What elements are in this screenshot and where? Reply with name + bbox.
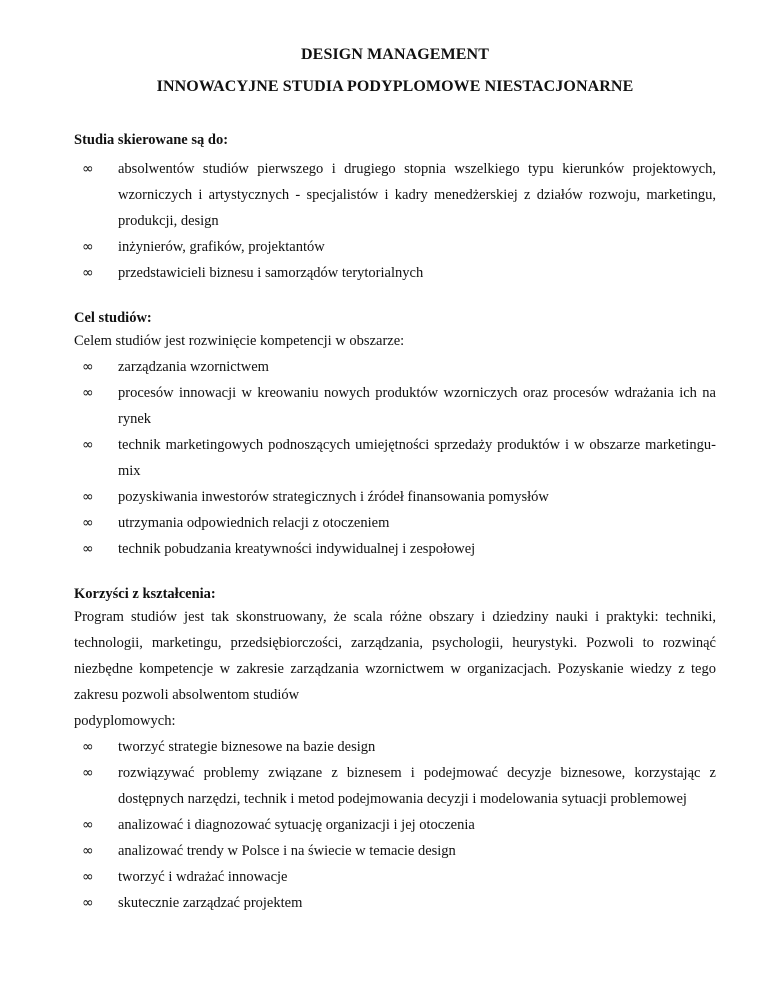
list-item (74, 536, 716, 562)
infinity-bullet-icon: ∞ (82, 817, 94, 833)
infinity-bullet-icon: ∞ (82, 489, 94, 505)
goals-list (74, 354, 716, 562)
list-item-text: inżynierów, grafików, projektantów (118, 239, 325, 255)
list-item (74, 838, 716, 864)
benefits-intro: Program studiów jest tak skonstruowany, że scala różne obszary i dziedziny nauki i praktyki: techniki, technologii, marketingu, przedsiębiorczości, zarządzania, psychologii, heurystyki. Pozwoli to rozwinąć niezbędne kompetencje w zakresie zarządzania wzornictwem w organizacjach. Pozyskanie wiedzy z tego zakresu pozwoli absolwentom studiów (74, 609, 716, 703)
document-subtitle: INNOWACYJNE STUDIA PODYPLOMOWE NIESTACJONARNE (156, 78, 634, 95)
list-item-text: procesów innowacji w kreowaniu nowych produktów wzorniczych oraz procesów wdrażania ich na rynek (118, 385, 716, 427)
list-item-text: technik pobudzania kreatywności indywidualnej i zespołowej (118, 541, 476, 557)
list-item-text: analizować trendy w Polsce i na świecie w temacie design (118, 843, 456, 859)
benefits-intro-tail: podyplomowych: (74, 713, 176, 729)
list-item-text: utrzymania odpowiednich relacji z otoczeniem (118, 515, 390, 531)
list-item (74, 260, 716, 286)
infinity-bullet-icon: ∞ (82, 765, 94, 781)
list-item (74, 760, 716, 812)
list-item-text: przedstawicieli biznesu i samorządów terytorialnych (118, 265, 424, 281)
list-item (74, 864, 716, 890)
list-item (74, 734, 716, 760)
infinity-bullet-icon: ∞ (82, 385, 94, 401)
list-item-text: tworzyć i wdrażać innowacje (118, 869, 288, 885)
infinity-bullet-icon: ∞ (82, 869, 94, 885)
section-heading-goals: Cel studiów: (74, 310, 152, 326)
infinity-bullet-icon: ∞ (82, 359, 94, 375)
infinity-bullet-icon: ∞ (82, 161, 94, 177)
infinity-bullet-icon: ∞ (82, 843, 94, 859)
list-item-text: technik marketingowych podnoszących umiejętności sprzedaży produktów i w obszarze marketingu-mix (118, 437, 716, 479)
document-page (74, 40, 716, 916)
section-heading-benefits: Korzyści z kształcenia: (74, 586, 216, 602)
list-item-text: rozwiązywać problemy związane z biznesem i podejmować decyzje biznesowe, korzystając z dostępnych narzędzi, technik i metod podejmowania decyzji i modelowania sytuacji problemowej (118, 765, 716, 807)
list-item (74, 432, 716, 484)
target-audience-list (74, 156, 716, 286)
list-item (74, 484, 716, 510)
list-item (74, 380, 716, 432)
infinity-bullet-icon: ∞ (82, 541, 94, 557)
list-item (74, 510, 716, 536)
list-item (74, 812, 716, 838)
section-heading-target-audience: Studia skierowane są do: (74, 132, 229, 148)
infinity-bullet-icon: ∞ (82, 437, 94, 453)
list-item-text: pozyskiwania inwestorów strategicznych i źródeł finansowania pomysłów (118, 489, 549, 505)
document-title: DESIGN MANAGEMENT (301, 46, 489, 63)
list-item (74, 156, 716, 234)
goals-intro: Celem studiów jest rozwinięcie kompetencji w obszarze: (74, 333, 405, 349)
list-item-text: analizować i diagnozować sytuację organizacji i jej otoczenia (118, 817, 475, 833)
infinity-bullet-icon: ∞ (82, 515, 94, 531)
list-item (74, 234, 716, 260)
list-item (74, 890, 716, 916)
list-item-text: zarządzania wzornictwem (118, 359, 269, 375)
list-item-text: tworzyć strategie biznesowe na bazie design (118, 739, 376, 755)
list-item-text: absolwentów studiów pierwszego i drugiego stopnia wszelkiego typu kierunków projektowych, wzorniczych i artystycznych - specjalistów i kadry menedżerskiej z działów rozwoju, marketingu, produkcji, design (118, 161, 716, 229)
infinity-bullet-icon: ∞ (82, 265, 94, 281)
benefits-list (74, 734, 716, 916)
infinity-bullet-icon: ∞ (82, 239, 94, 255)
list-item-text: skutecznie zarządzać projektem (118, 895, 303, 911)
infinity-bullet-icon: ∞ (82, 739, 94, 755)
infinity-bullet-icon: ∞ (82, 895, 94, 911)
list-item (74, 354, 716, 380)
